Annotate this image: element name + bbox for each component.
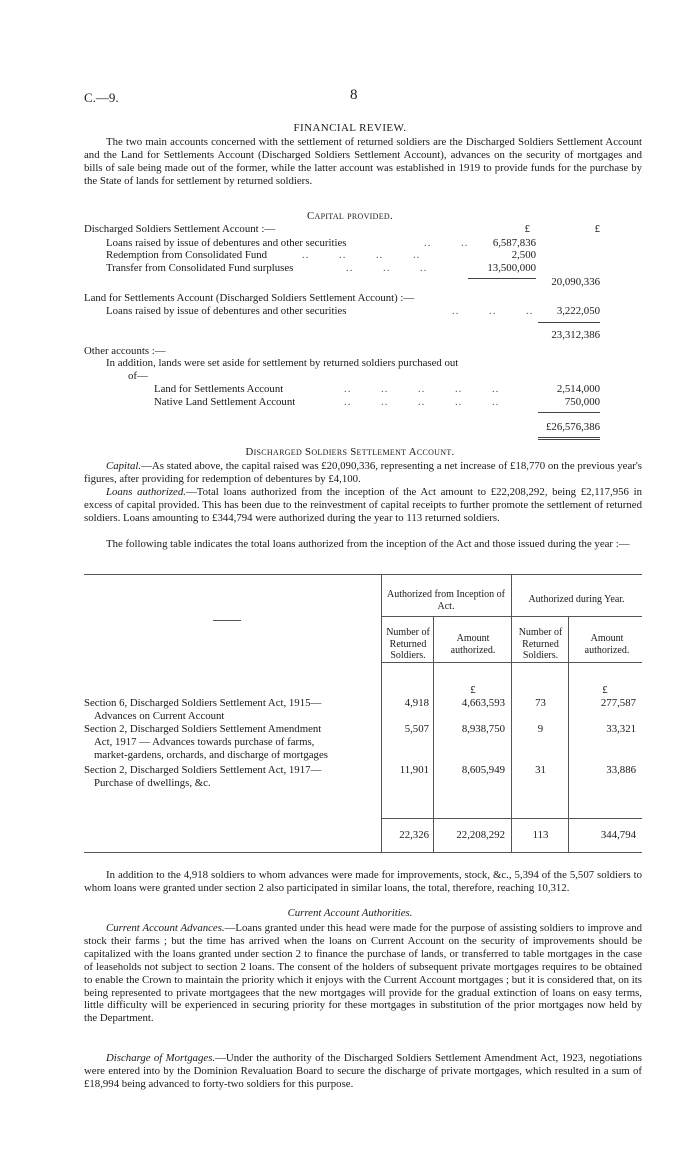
- table-header-number: Number of Returned Soldiers.: [386, 627, 430, 661]
- cell-amount: 4,663,593: [461, 697, 505, 709]
- other-accounts-text: In addition, lands were set aside for settlement by returned soldiers purchased out: [106, 357, 459, 369]
- cell-number: 9: [537, 723, 544, 735]
- cell-number: 73: [535, 697, 546, 709]
- double-rule: [538, 439, 600, 440]
- cell-number: 31: [535, 764, 546, 776]
- capital-item-amount: 13,500,000: [487, 262, 536, 274]
- row-label: market-gardens, orchards, and discharge of mortgages: [94, 749, 328, 761]
- table-header-year: Authorized during Year.: [528, 594, 625, 605]
- document-code: C.—9.: [84, 90, 119, 105]
- capital-item-amount: 6,587,836: [492, 237, 536, 249]
- other-item-label: Native Land Settlement Account: [154, 396, 296, 408]
- dssa-loans-paragraph: Loans authorized.—Total loans authorized from the inception of the Act amount to £22,208,292, being £2,117,956 in excess of capital provided. This has been due to the reinvestment of capital receipts to further promote the settlement of returned soldiers. Loans amounting to £344,794 were authorized during the year to 113 returned soldiers.: [84, 486, 642, 524]
- table-header-amount: Amount authorized.: [450, 633, 496, 656]
- cell-amount: 33,886: [606, 764, 636, 776]
- cell-amount: 8,605,949: [461, 764, 505, 776]
- other-item-label: Land for Settlements Account: [154, 383, 284, 395]
- leader-dots: .. .. .. .. ..: [344, 383, 500, 395]
- cell-number: 11,901: [399, 764, 429, 776]
- dssa-label: Discharged Soldiers Settlement Account :—: [84, 223, 276, 235]
- table-header-number: Number of Returned Soldiers.: [518, 627, 563, 661]
- capital-grand-total: £26,576,386: [546, 421, 600, 433]
- page-number: 8: [350, 87, 358, 103]
- other-accounts-label: Other accounts :—: [84, 345, 166, 357]
- leader-dots: .. .. ..: [346, 262, 428, 274]
- leader-dots: .. .. .. ..: [302, 249, 421, 261]
- table-rule: [84, 574, 642, 575]
- total-number: 22,326: [399, 829, 429, 841]
- cell-number: 5,507: [404, 723, 429, 735]
- total-amount: 344,794: [600, 829, 636, 841]
- lfs-amount: 3,222,050: [556, 305, 600, 317]
- capital-item-label: Redemption from Consolidated Fund: [106, 249, 268, 261]
- row-label: Section 2, Discharged Soldiers Settlement Amendment: [84, 723, 322, 735]
- current-account-heading: Current Account Authorities.: [287, 907, 413, 919]
- cell-amount: 277,587: [600, 697, 636, 709]
- stub-dash: [213, 620, 241, 621]
- other-item-amount: 2,514,000: [556, 383, 600, 395]
- current-advances-paragraph: Current Account Advances.—Loans granted under this head were made for the purpose of assisting soldiers to improve and stock their farms ; but the time has arrived when the loans on Current Account on the security of improvements should be capitalized with the loans granted under section 2 to finance the purchase of lands, or transferred to table mortgages in the case of leaseholds not subject to section 2 loans. The consent of the holders of subsequent private mortgages requires to be obtained to enable the Crown to maintain the priority which it enjoys with the Current Account mortgages ; but it is considered that, on its being represented to private mortgagees that the new mortgages will provide for the gradual extinction of loans on easy terms, little difficulty will be experienced in securing priority for these mortgages in substitution of the prior mortgages now held by the Department.: [84, 922, 642, 1025]
- total-amount: 22,208,292: [456, 829, 505, 841]
- capital-item-amount: 2,500: [511, 249, 536, 261]
- table-rule: [433, 616, 434, 852]
- currency-symbol: £: [602, 684, 608, 696]
- cell-amount: 33,321: [606, 723, 636, 735]
- table-intro-paragraph: The following table indicates the total loans authorized from the inception of the Act and those issued during the year :—: [106, 538, 630, 550]
- capital-item-label: Transfer from Consolidated Fund surpluses: [106, 262, 294, 274]
- currency-symbol: £: [470, 684, 476, 696]
- currency-symbol: £: [524, 223, 530, 235]
- table-rule: [568, 616, 569, 852]
- table-header-inception: Authorized from Inception of Act.: [386, 589, 506, 612]
- intro-paragraph: The two main accounts concerned with the settlement of returned soldiers are the Discharged Soldiers Settlement Account and the Land for Settlements Account (Discharged Soldiers Settlement Account), advances on the security of mortgages and bills of sale being made out of the former, while the latter account was established in 1919 to provide funds for the purchase by the State of lands for settlement by returned soldiers.: [84, 136, 642, 187]
- dssa-total: 20,090,336: [551, 276, 600, 288]
- row-label: Purchase of dwellings, &c.: [94, 777, 211, 789]
- other-accounts-text: of—: [128, 370, 148, 382]
- row-label: Act, 1917 — Advances towards purchase of farms,: [94, 736, 315, 748]
- cell-number: 4,918: [404, 697, 429, 709]
- capital-subtotal: 23,312,386: [551, 329, 600, 341]
- dssa-capital-paragraph: Capital.—As stated above, the capital raised was £20,090,336, representing a net increase of £18,770 on the previous year's figures, after providing for redemption of debentures by £4,100.: [84, 460, 642, 485]
- leader-dots: .. .. ..: [452, 305, 534, 317]
- table-rule: [84, 852, 642, 853]
- lfs-item-label: Loans raised by issue of debentures and other securities: [106, 305, 347, 317]
- currency-symbol: £: [594, 223, 600, 235]
- capital-item-label: Loans raised by issue of debentures and other securities: [106, 237, 347, 249]
- leader-dots: .. ..: [424, 237, 469, 249]
- double-rule: [538, 437, 600, 438]
- row-label: Section 2, Discharged Soldiers Settlement Act, 1917—: [84, 764, 322, 776]
- cell-amount: 8,938,750: [461, 723, 505, 735]
- capital-heading: Capital provided.: [307, 210, 393, 222]
- lfs-label: Land for Settlements Account (Discharged Soldiers Settlement Account) :—: [84, 292, 415, 304]
- leader-dots: .. .. .. .. ..: [344, 396, 500, 408]
- discharge-paragraph: Discharge of Mortgages.—Under the authority of the Discharged Soldiers Settlement Amendment Act, 1923, negotiations were entered into by the Dominion Revaluation Board to secure the discharge of private mortgages, which resulted in a sum of £18,994 being advanced to forty-two soldiers for this purpose.: [84, 1052, 642, 1090]
- sum-rule: [538, 412, 600, 413]
- other-item-amount: 750,000: [564, 396, 600, 408]
- row-label: Section 6, Discharged Soldiers Settlement Act, 1915—: [84, 697, 322, 709]
- total-number: 113: [532, 829, 549, 841]
- row-label: Advances on Current Account: [94, 710, 225, 722]
- dssa-heading: Discharged Soldiers Settlement Account.: [245, 446, 455, 458]
- sum-rule: [538, 322, 600, 323]
- table-rule: [511, 574, 512, 852]
- table-header-amount: Amount authorized.: [584, 633, 630, 656]
- page-title: FINANCIAL REVIEW.: [293, 122, 407, 134]
- after-table-paragraph: In addition to the 4,918 soldiers to whom advances were made for improvements, stock, &c., 5,394 of the 5,507 soldiers to whom loans were granted under section 2 also participated in similar loans, the total, therefore, reaching 10,312.: [84, 869, 642, 894]
- table-rule: [381, 574, 382, 852]
- sum-rule: [468, 278, 536, 279]
